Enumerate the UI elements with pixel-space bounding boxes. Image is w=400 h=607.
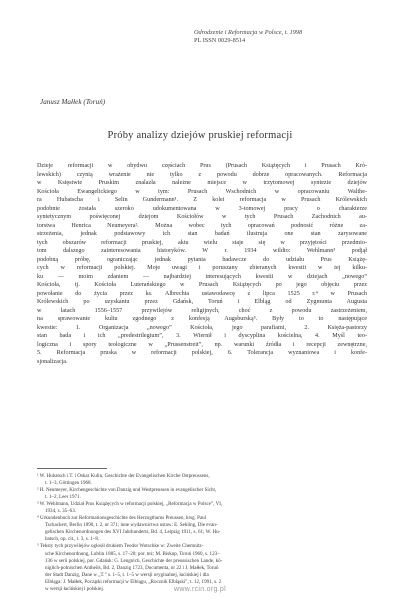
body-line: kwestie: 1. Organizacja „nowego” Kościoła, jego parafiami, 2. Księża-pastorzy [37,324,367,331]
body-line: torstwa Henrica Neumeyera². Można wobec tych opracowań podnosić różne za- [37,222,367,229]
body-line: logiczna i spory teologiczne w „Prussenstreit”, np. warunki źródła i recepcji zewnętrzne, [37,341,367,348]
journal-title: Odrodzenie i Reformacja w Polsce, t. 1998 [194,29,303,36]
body-line: tom dalszego zainteresowania historyków. W r. 1934 wildto: Wehlmann³ podjął [37,248,367,254]
body-line: ku — moim zdaniem — najbardziej interesujących kwestii w dziejach „nowego” [37,273,367,280]
author-name: Janusz Małłek (Toruń) [40,98,106,106]
body-line: w latach 1556–1557 przywilejów religijnych, choć z powodu zastrzeżeniem, [37,307,367,314]
body-line: Kościoła, tj. Kościoła Luterańskiego w Prusach Książęcych po jego objęciu przez [37,282,367,288]
footnote-line: ⁵ Teksty tych przywilejów ogłosił drukiem Teodor Wotschke w: Zweite Chemnitz- [37,543,204,550]
body-line: cych w reformacji polskiej. Moje uwagi i poruszany zbieranych kwestii w tej kilku- [37,265,367,271]
footnote-line: batsch, op. cit., t. 3, s. 1–8. [45,536,100,543]
footnote-line: Tschackert, Berlin 1890, t. 2, nr 371; inne wydawnictwa ustaw: E. Sehling, Die evan- [45,522,218,529]
journal-issn: PL ISSN 0029-8514 [194,37,246,45]
article-title: Próby analizy dziejów pruskiej reformacji [107,130,293,141]
body-line: Dzieje reformacji w obydwu częściach Prus (Prusach Książęcych i Prusach Kró- [37,163,367,169]
footnote-line: 136 w serii polskiej, por. Gdańsk: G. Lengnich, Geschichte der preussischen Lande, kö- [45,557,223,564]
footnote-line: w wersji łacińskiej i polskiej. [45,585,105,592]
body-line: na sprawowanie kultu zgodnego z konfesją Augsburską⁵. Były to to następujące [37,316,367,322]
footnote-line: ⁴ Urkundenbuch zur Reformationsgeschichte des Herzogthums Preussen, hrsg. Paul [37,515,207,522]
footnote-line: 1934, s. 35–63. [45,508,76,515]
footnote-line: gelischen Kirchenordnungen des XVI Jahrhunderts, Bd. 4, Leipzig 1911, s. 61; W. Hu- [45,529,221,536]
body-line: ra Hubatscha i Selin Gundermann¹. Z kolei reformacja w Prusach Królewskich [37,197,367,203]
footnote-line: ² H. Neumeyer, Kirchengeschichte von Danzig und Westpreussen in evangelischer Sicht, [37,487,217,494]
footnote-line: ³ W. Wehlmann, Udział Prus Książęcych w reformacji polskiej, „Reformacja w Polsce”, VI, [37,501,223,508]
footnote-line: Elbląga: J. Małłek, Początki reformacji w Elblągu, „Rocznik Elbląski”, t. 12, 1991, s. 2 [45,578,222,585]
body-line: Królewskich po uzyskaniu przez Gdańsk, Toruń i Elbląg od Zygmunta Augusta [37,299,367,305]
footnote-line: niglich-polnischen Antheils, Bd. 2, Danzig 1723, Documenta, nr 22 i J. Małłek, Toruń [45,564,219,571]
footnote-line: t. 1–2, Leer 1971. [45,494,81,501]
body-line: strzeżenia, jednak podstawowy ich stan badań ilustruja one stan zarysowane [37,231,367,237]
body-line: tych obszarów reformacji pruskiej, aktu wielu staje się w przyjętości przedmio- [37,239,367,246]
body-line: 5. Reformacja pruska w reformacji polskiej, 6. Tolerancja wyznaniowa i konfe- [37,350,367,356]
body-line: podobnie została szeroko udokumentowana w 3-tomowej pracy o charakterze [37,205,367,212]
footnote-divider [37,468,107,469]
body-line: podobną próbę, ograniczając jednak pytania badawcze do udziału Prus Książę- [37,256,367,263]
footnote-line: sche Kirchenordnung, Lublin 1885, s. 17–20; por. też: M. Biskup, Toruń 1960, s. 123– [45,550,220,557]
body-line: sjonalizacja. [37,358,68,365]
body-line: lewskich) czynią wrażenie nie tylko z powodu dobrze opracowanych. Reformacja [37,171,367,178]
body-line: powołanie do życia przez ks. Albrechta ustawodawcę z lipca 1525 r.⁴ w Prusach [37,290,367,297]
footnote-line: t. 1–3, Göttingen 1968. [45,480,92,487]
body-line: syntetycznym poświęconej dziejom Kościołów w tych Prusach Zachodnich au- [37,214,367,220]
journal-meta [194,29,364,46]
footnotes [37,473,367,593]
watermark: www.rcin.org.pl [174,586,226,593]
body-text [37,162,367,366]
footnote-line: der Stadt Danzig, Dane w „T.” s. 1–5, t. 1–5 w wersji oryginalnej, łacińskiej i dla [45,571,209,578]
body-line: w Księstwie Pruskim znalazła należne miejsce w trzytomowej syntezie dziejów [37,180,367,186]
body-line: stan bada i ich „predestrilegium”, 3. Wiernił i dyscyplina kościelna, 4. Myśl teo- [37,333,367,339]
footnote-line: ¹ W. Hubatsch i T. i Oskar Kulin, Geschichte der Evangelischen Kirche Ostpreussens, [37,473,210,479]
body-line: Kościoła Ewangelickiego w tym: Prusach Wschodnich w opracowaniu Walthe- [37,188,367,195]
